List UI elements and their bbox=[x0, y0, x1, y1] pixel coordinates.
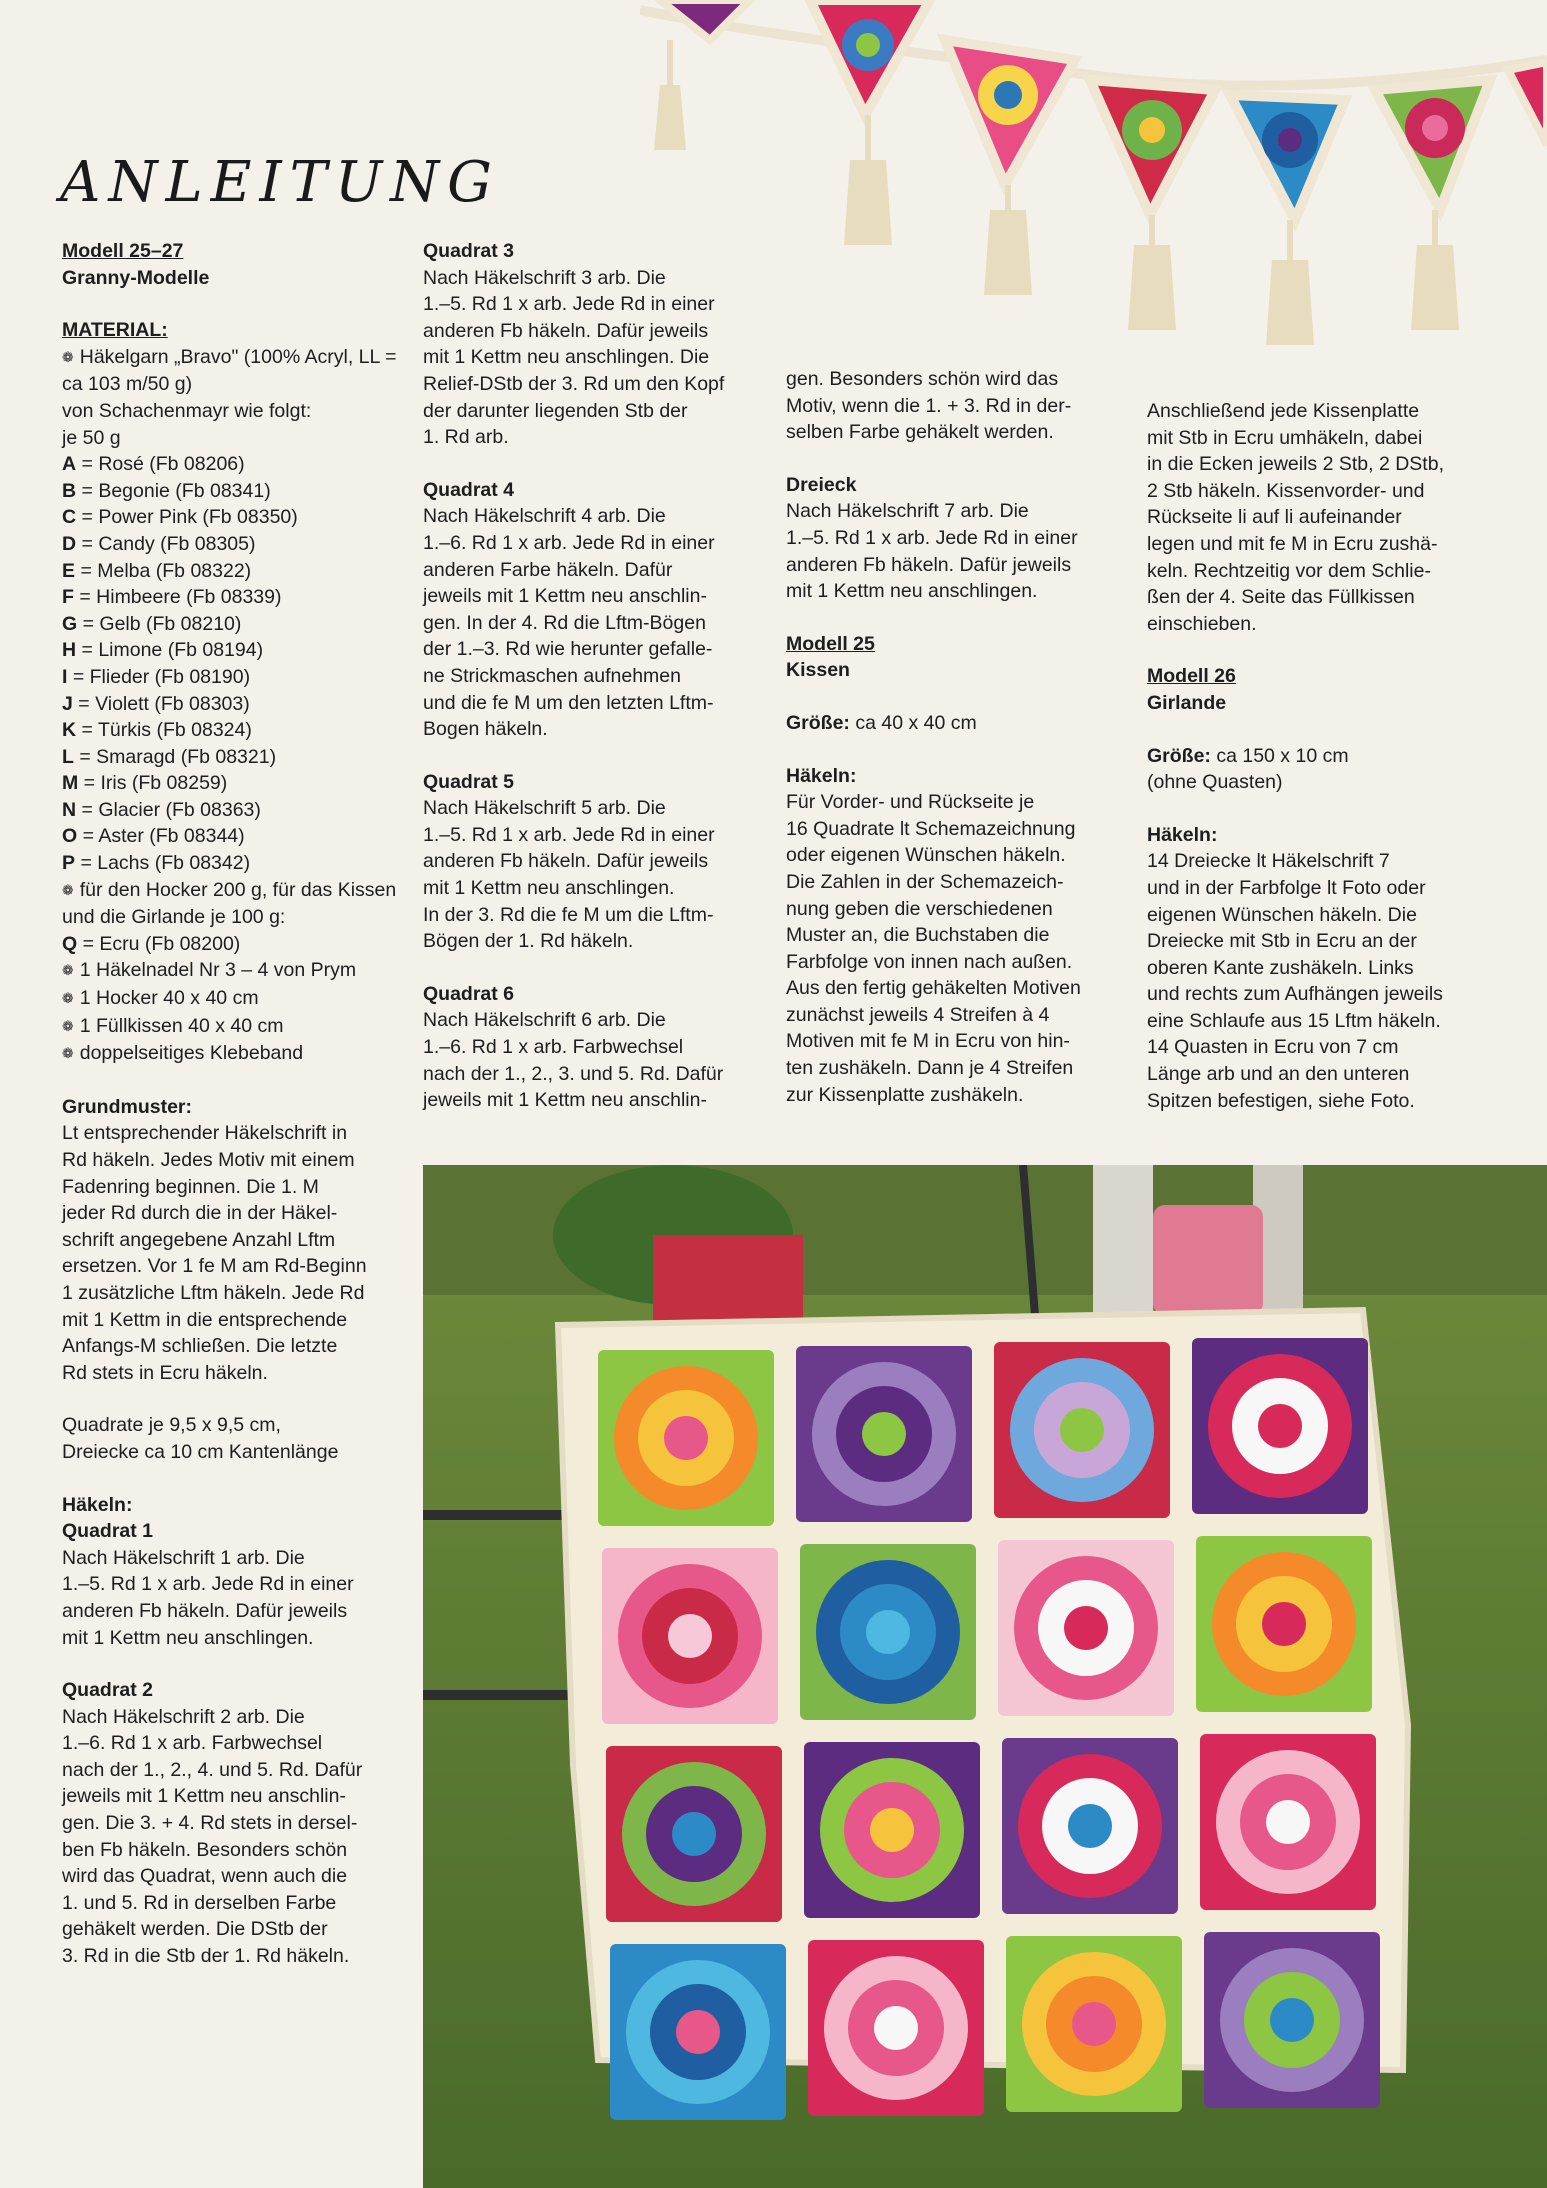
color-line: C = Power Pink (Fb 08350) bbox=[62, 506, 298, 529]
pennant bbox=[1230, 95, 1345, 345]
color-line: A = Rosé (Fb 08206) bbox=[62, 453, 245, 476]
color-line: N = Glacier (Fb 08363) bbox=[62, 798, 261, 821]
quadrat-6-heading: Quadrat 6 bbox=[423, 982, 515, 1005]
quadrat-3-heading: Quadrat 3 bbox=[423, 240, 515, 262]
yarn-intro: ❁ Häkelgarn „Bravo" (100% Acryl, LL = ca 103 m/50 g) bbox=[62, 345, 397, 396]
quadrat-5-heading: Quadrat 5 bbox=[423, 770, 515, 793]
girlande-size-note: (ohne Quasten) bbox=[1147, 771, 1283, 794]
girlande-size: Größe: ca 150 x 10 cm bbox=[1147, 744, 1349, 767]
material-item: ❁ 1 Füllkissen 40 x 40 cm bbox=[62, 1014, 284, 1037]
modell-26-subtitle: Girlande bbox=[1147, 691, 1227, 714]
granny-square bbox=[1204, 1932, 1380, 2108]
yarn-intro-3: je 50 g bbox=[62, 426, 121, 449]
color-line: K = Türkis (Fb 08324) bbox=[62, 719, 252, 742]
granny-square bbox=[1192, 1338, 1368, 1514]
quadrat-6-text: Nach Häkelschrift 6 arb. Die 1.–6. Rd 1 x arb. Farbwechsel nach der 1., 2., 3. und 5. Rd. Dafür jeweils mit 1 Kettm neu anschlin- bbox=[423, 1009, 724, 1112]
pillow-scene bbox=[423, 1165, 1547, 2188]
modell-25-title: Modell 25 bbox=[786, 632, 875, 655]
granny-square bbox=[800, 1544, 976, 1720]
yarn-intro-2: von Schachenmayr wie folgt: bbox=[62, 399, 312, 422]
modell-25-subtitle: Kissen bbox=[786, 659, 850, 682]
material-item: ❁ doppelseitiges Klebeband bbox=[62, 1042, 304, 1065]
color-line: J = Violett (Fb 08303) bbox=[62, 692, 250, 715]
granny-square bbox=[606, 1746, 782, 1922]
pennant bbox=[1508, 62, 1547, 145]
color-line: E = Melba (Fb 08322) bbox=[62, 559, 252, 582]
color-list bbox=[62, 451, 412, 877]
granny-square bbox=[598, 1350, 774, 1526]
color-line: M = Iris (Fb 08259) bbox=[62, 772, 228, 795]
pennant bbox=[1375, 80, 1490, 330]
material-heading: MATERIAL: bbox=[62, 319, 168, 342]
kissen-haekeln-heading: Häkeln: bbox=[786, 764, 857, 787]
column-4 bbox=[1147, 398, 1497, 1114]
girlande-haekeln-text: 14 Dreiecke lt Häkelschrift 7 und in der Farbfolge lt Foto oder eigenen Wünschen häkeln. Die Dreiecke mit Stb in Ecru an der oberen Kante zushäkeln. Links und rechts zum Aufhängen jeweils eine Schlaufe aus 15 Lftm häkeln. 14 Quasten in Ecru von 7 cm Länge arb und an den unteren Spitzen befestigen, siehe Foto. bbox=[1147, 850, 1443, 1112]
quadrat-6-continued: gen. Besonders schön wird das Motiv, wenn die 1. + 3. Rd in der- selben Farbe gehäkelt werden. bbox=[786, 368, 1072, 444]
pennant bbox=[810, 0, 930, 245]
granny-square bbox=[1196, 1536, 1372, 1712]
quadrat-1-text: Nach Häkelschrift 1 arb. Die 1.–5. Rd 1 x arb. Jede Rd in einer anderen Fb häkeln. Dafür jeweils mit 1 Kettm neu anschlingen. bbox=[62, 1546, 354, 1649]
granny-square bbox=[804, 1742, 980, 1918]
column-3 bbox=[786, 366, 1136, 1108]
color-line: L = Smaragd (Fb 08321) bbox=[62, 745, 277, 768]
quadrat-1-heading: Quadrat 1 bbox=[62, 1520, 154, 1543]
pillow-photo bbox=[423, 1165, 1547, 2188]
material-item: ❁ 1 Häkelnadel Nr 3 – 4 von Prym bbox=[62, 959, 357, 982]
kissen-continued: Anschließend jede Kissenplatte mit Stb in Ecru umhäkeln, dabei in die Ecken jeweils 2 Stb, 2 DStb, 2 Stb häkeln. Kissenvorder- und Rückseite li auf li aufeinander legen und mit fe M in Ecru zushä- keln. Rechtzeitig vor dem Schlie- ßen der 4. Seite das Füllkissen einschieben. bbox=[1147, 400, 1444, 635]
material-item: ❁ 1 Hocker 40 x 40 cm bbox=[62, 987, 259, 1010]
color-line: B = Begonie (Fb 08341) bbox=[62, 479, 271, 502]
granny-square bbox=[1002, 1738, 1178, 1914]
modell-26-title: Modell 26 bbox=[1147, 665, 1236, 688]
granny-square bbox=[602, 1548, 778, 1724]
kissen-size: Größe: ca 40 x 40 cm bbox=[786, 711, 977, 734]
candle bbox=[1153, 1205, 1263, 1315]
granny-square bbox=[994, 1342, 1170, 1518]
extras-list bbox=[62, 957, 412, 1067]
dreieck-heading: Dreieck bbox=[786, 473, 857, 496]
granny-square bbox=[796, 1346, 972, 1522]
quadrat-2-text: Nach Häkelschrift 2 arb. Die 1.–6. Rd 1 x arb. Farbwechsel nach der 1., 2., 4. und 5. Rd. Dafür jeweils mit 1 Kettm neu anschlin- gen. Die 3. + 4. Rd stets in dersel- ben Fb häkeln. Besonders schön wird das Quadrat, wenn auch die 1. und 5. Rd in derselben Farbe gehäkelt werden. Die DStb der 3. Rd in die Stb der 1. Rd häkeln. bbox=[62, 1705, 363, 1968]
girlande-haekeln-heading: Häkeln: bbox=[1147, 823, 1218, 846]
color-line-ecru: Q = Ecru (Fb 08200) bbox=[62, 932, 241, 955]
haekeln-heading: Häkeln: bbox=[62, 1493, 133, 1516]
granny-square bbox=[998, 1540, 1174, 1716]
color-line: D = Candy (Fb 08305) bbox=[62, 532, 256, 555]
pennant bbox=[1090, 80, 1215, 330]
granny-square bbox=[1006, 1936, 1182, 2112]
column-2 bbox=[423, 238, 773, 1114]
quadrat-3-text: Nach Häkelschrift 3 arb. Die 1.–5. Rd 1 x arb. Jede Rd in einer anderen Fb häkeln. Dafür jeweils mit 1 Kettm neu anschlingen. Die Relief-DStb der 3. Rd um den Kopf der darunter liegenden Stb der 1. Rd arb. bbox=[423, 266, 725, 449]
color-line: H = Limone (Fb 08194) bbox=[62, 639, 264, 662]
granny-pillow bbox=[558, 1310, 1408, 2120]
granny-square bbox=[610, 1944, 786, 2120]
color-line: P = Lachs (Fb 08342) bbox=[62, 852, 251, 875]
grundmuster-text: Lt entsprechender Häkelschrift in Rd häkeln. Jedes Motiv mit einem Fadenring beginnen. Die 1. M jeder Rd durch die in der Häkel- schrift angegebene Anzahl Lftm ersetzen. Vor 1 fe M am Rd-Beginn 1 zusätzliche Lftm häkeln. Jede Rd mit 1 Kettm in die entsprechende Anfangs-M schließen. Die letzte Rd stets in Ecru häkeln. bbox=[62, 1122, 367, 1384]
sizes-text: Quadrate je 9,5 x 9,5 cm, Dreiecke ca 10 cm Kantenlänge bbox=[62, 1414, 339, 1463]
granny-square bbox=[808, 1940, 984, 2116]
page-title: ANLEITUNG bbox=[60, 150, 500, 215]
ecru-intro: ❁ für den Hocker 200 g, für das Kissen und die Girlande je 100 g: bbox=[62, 878, 397, 929]
bunting-garland bbox=[640, 0, 1547, 360]
color-line: I = Flieder (Fb 08190) bbox=[62, 665, 251, 688]
color-line: G = Gelb (Fb 08210) bbox=[62, 612, 242, 635]
quadrat-5-text: Nach Häkelschrift 5 arb. Die 1.–5. Rd 1 x arb. Jede Rd in einer anderen Fb häkeln. Dafür jeweils mit 1 Kettm neu anschlingen. In der 3. Rd die fe M um die Lftm- Bögen der 1. Rd häkeln. bbox=[423, 797, 715, 953]
kissen-haekeln-text: Für Vorder- und Rückseite je 16 Quadrate lt Schemazeichnung oder eigenen Wünschen häkeln. Die Zahlen in der Schemazeich- nung geben die verschiedenen Muster an, die Buchstaben die Farbfolge von innen nach außen. Aus den fertig gehäkelten Motiven zunächst jeweils 4 Streifen à 4 Motiven mit fe M in Ecru von hin- ten zushäkeln. Dann je 4 Streifen zur Kissenplatte zushäkeln. bbox=[786, 791, 1081, 1106]
pennant bbox=[945, 40, 1075, 295]
grundmuster-heading: Grundmuster: bbox=[62, 1095, 193, 1118]
column-1 bbox=[62, 238, 412, 1970]
dreieck-text: Nach Häkelschrift 7 arb. Die 1.–5. Rd 1 x arb. Jede Rd in einer anderen Fb häkeln. Dafür jeweils mit 1 Kettm neu anschlingen. bbox=[786, 500, 1078, 603]
bunting-photo bbox=[640, 0, 1547, 360]
quadrat-4-heading: Quadrat 4 bbox=[423, 478, 515, 501]
color-line: O = Aster (Fb 08344) bbox=[62, 825, 245, 848]
granny-square bbox=[1200, 1734, 1376, 1910]
model-subtitle: Granny-Modelle bbox=[62, 266, 210, 289]
quadrat-4-text: Nach Häkelschrift 4 arb. Die 1.–6. Rd 1 x arb. Jede Rd in einer anderen Farbe häkeln. Dafür jeweils mit 1 Kettm neu anschlin- gen. In der 4. Rd die Lftm-Bögen der 1.–3. Rd wie herunter gefalle- ne Strickmaschen aufnehmen und die fe M um den letzten Lftm- Bogen häkeln. bbox=[423, 505, 715, 741]
model-title: Modell 25–27 bbox=[62, 240, 184, 262]
color-line: F = Himbeere (Fb 08339) bbox=[62, 586, 282, 609]
quadrat-2-heading: Quadrat 2 bbox=[62, 1679, 154, 1702]
